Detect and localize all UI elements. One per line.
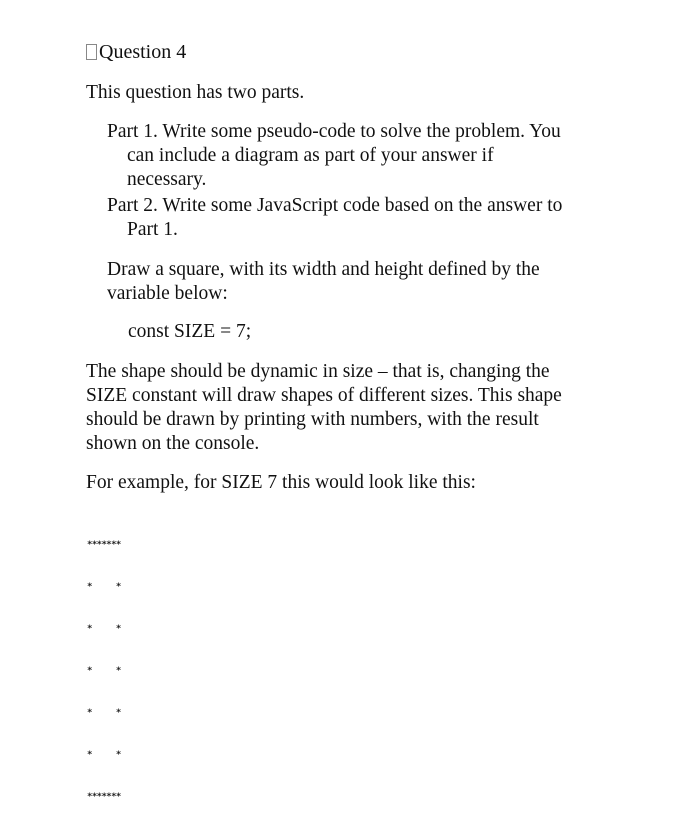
output-line: ******* [87, 540, 121, 550]
checkbox-icon[interactable] [86, 44, 97, 60]
part-1-instructions [107, 120, 627, 192]
dynamic-line: The shape should be dynamic in size – that is, changing the [86, 361, 550, 382]
part-2-line: Part 1. [127, 219, 178, 240]
output-line: * * [87, 708, 121, 718]
part-1-line: Part 1. Write some pseudo-code to solve the problem. You [107, 121, 561, 142]
task-line: Draw a square, with its width and height defined by the [107, 259, 540, 280]
task-description [107, 258, 627, 306]
part-2-instructions [107, 194, 627, 242]
question-title: Question 4 [99, 41, 187, 63]
example-text: For example, for SIZE 7 this would look like this: [86, 472, 476, 493]
task-line: variable below: [107, 283, 228, 304]
dynamic-line: should be drawn by printing with numbers, with the result [86, 409, 539, 430]
output-line: ******* [87, 792, 121, 802]
dynamic-size-note [86, 360, 606, 456]
intro-text: This question has two parts. [86, 82, 305, 103]
code-snippet: const SIZE = 7; [128, 321, 252, 342]
dynamic-line: SIZE constant will draw shapes of different sizes. This shape [86, 385, 562, 406]
output-line: * * [87, 582, 121, 592]
part-2-line: Part 2. Write some JavaScript code based on the answer to [107, 195, 563, 216]
question-heading [86, 40, 186, 64]
part-1-line: can include a diagram as part of your answer if [127, 145, 494, 166]
output-line: * * [87, 624, 121, 634]
output-line: * * [87, 666, 121, 676]
output-line: * * [87, 750, 121, 760]
part-1-line: necessary. [127, 169, 207, 190]
dynamic-line: shown on the console. [86, 433, 260, 454]
console-output-square [87, 510, 121, 832]
